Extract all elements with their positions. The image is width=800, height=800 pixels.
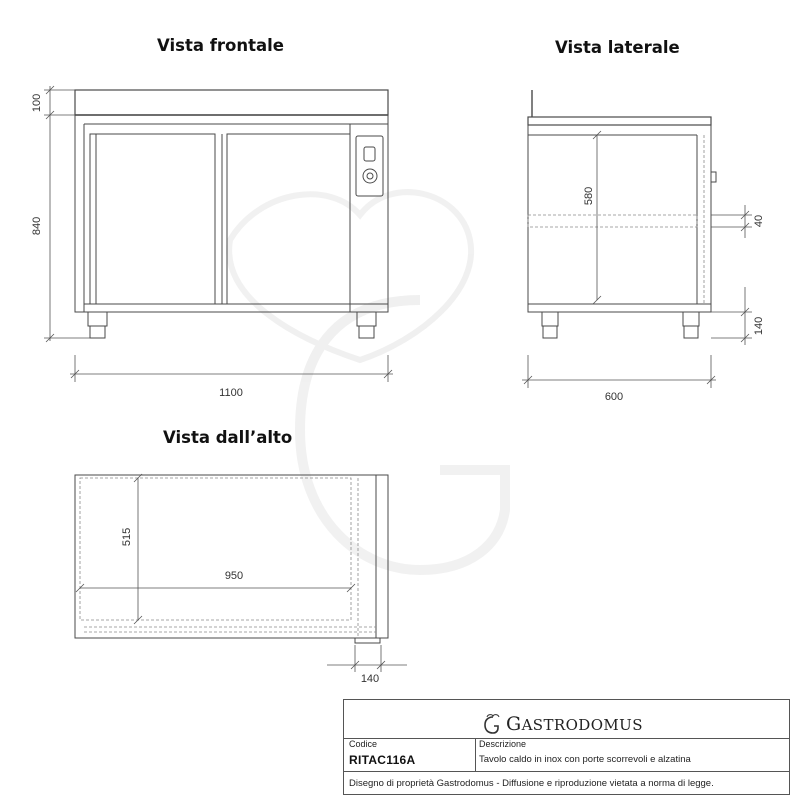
side-dimensions — [522, 131, 752, 388]
title-block — [343, 699, 790, 795]
copyright-notice: Disegno di proprietà Gastrodomus - Diffusione e riproduzione vietata a norma di legge. — [349, 778, 714, 789]
thermostat-knob-center — [367, 173, 373, 179]
code-value: RITAC116A — [349, 753, 416, 767]
side-front-foot — [542, 312, 558, 326]
top-outline — [75, 475, 388, 638]
side-back-foot — [683, 312, 699, 326]
dim-front-height: 840 — [31, 216, 43, 236]
front-left-foot — [88, 312, 107, 326]
top-control-box — [355, 638, 380, 643]
side-worktop — [528, 117, 711, 125]
top-hidden-lines — [80, 478, 376, 636]
title-block-divider-mid — [475, 738, 476, 771]
side-cabinet-body — [528, 125, 711, 312]
front-door-left — [90, 134, 215, 304]
thermostat-knob — [363, 169, 377, 183]
dim-side-height: 580 — [583, 186, 595, 206]
dim-top-depth: 515 — [121, 527, 133, 547]
description-value: Tavolo caldo in inox con porte scorrevoli e alzatina — [479, 754, 691, 765]
brand-logo-icon — [482, 713, 504, 735]
dim-side-legs: 140 — [753, 316, 765, 336]
front-view-title: Vista frontale — [157, 36, 284, 55]
front-right-foot-pad — [359, 326, 374, 338]
watermark-logo — [229, 192, 505, 570]
dim-side-depth: 600 — [604, 391, 624, 403]
front-backsplash — [75, 90, 388, 115]
side-control-knob — [711, 172, 716, 182]
dim-front-width: 1100 — [219, 387, 243, 399]
dim-side-shelf: 40 — [753, 214, 765, 228]
brand-logo — [482, 711, 643, 737]
side-view-title: Vista laterale — [555, 38, 680, 57]
dim-top-offset: 140 — [360, 673, 380, 685]
code-label: Codice — [349, 739, 378, 749]
control-panel — [356, 136, 383, 196]
front-cabinet-body — [75, 115, 388, 312]
dim-front-backsplash: 100 — [31, 93, 43, 113]
title-block-divider-bottom — [344, 771, 789, 772]
top-view-title: Vista dall’alto — [163, 428, 293, 447]
front-left-foot-pad — [90, 326, 105, 338]
front-view — [75, 90, 388, 338]
control-switch — [364, 147, 375, 161]
top-view — [75, 475, 388, 643]
brand-name: GASTRODOMUS — [506, 713, 643, 735]
dim-top-width: 950 — [224, 570, 244, 582]
side-view — [528, 90, 716, 338]
description-label: Descrizione — [479, 739, 527, 749]
side-shelf-hidden — [528, 135, 704, 304]
title-block-divider-top — [344, 738, 789, 739]
